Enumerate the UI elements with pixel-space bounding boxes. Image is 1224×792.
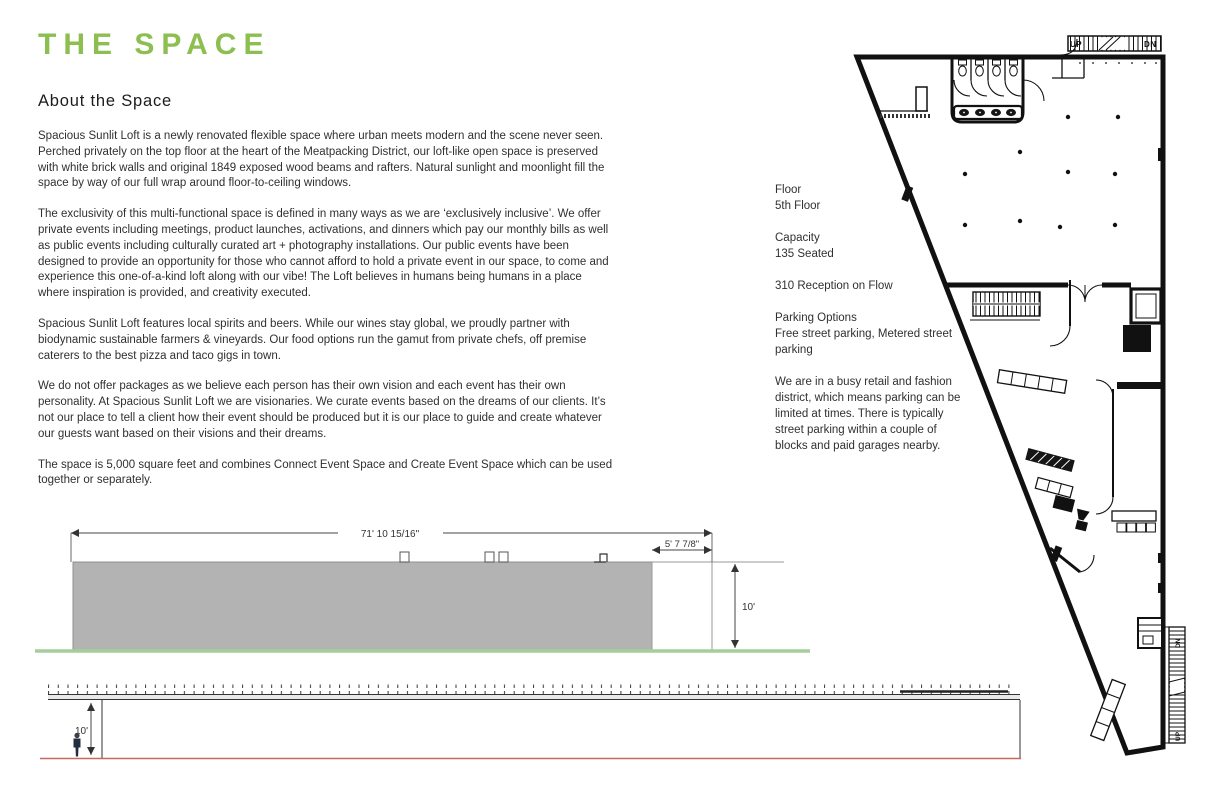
upper-stair <box>1060 36 1161 55</box>
roof-beam <box>48 695 1020 700</box>
floor-value: 5th Floor <box>775 200 821 212</box>
roof-vents <box>400 552 508 562</box>
parking-value: Free street parking, Metered street parking <box>775 328 953 356</box>
height-dimension <box>712 562 784 648</box>
about-text <box>38 129 616 504</box>
reception-value: 310 Reception on Flow <box>775 280 893 292</box>
about-paragraph: Spacious Sunlit Loft features local spirits and beers. While our wines stay global, we proudly partner with biodynamic sustainable farmers & vineyards. Our food options run the gamut from private chefs, off premise caterers to the best pizza and taco gigs in town. <box>38 317 587 362</box>
height-dim-label: 10' <box>742 602 756 613</box>
parking-note: We are in a busy retail and fashion district, which means parking can be limited at times. There is typically street parking within a couple of blocks and paid garages nearby. <box>775 376 961 452</box>
wall-cabinet <box>1138 618 1162 648</box>
fire-escape <box>1163 627 1185 743</box>
roof-fixture <box>594 554 607 562</box>
side-elevation-svg <box>40 678 1030 768</box>
section-heading: About the Space <box>38 92 173 110</box>
building-annex <box>652 562 712 650</box>
upper-stair-dn-label: DN <box>1144 40 1157 49</box>
width-dim-label: 71' 10 15/16" <box>360 529 420 540</box>
floor-plan <box>840 10 1224 792</box>
front-elevation-svg <box>28 520 820 670</box>
about-paragraph: We do not offer packages as we believe each person has their own vision and each event has their own personality. At Spacious Sunlit Loft we are visionaries. We curate events based on the dreams of our clients. It’s not our place to tell a client how their event should be produced but it is our place to guide and create whatever our guests want based on their visions and their dreams. <box>38 380 606 440</box>
about-paragraph: Spacious Sunlit Loft is a newly renovated flexible space where urban meets modern and the scene never seen. Perched privately on the top floor at the heart of the Meatpacking District, our loft-like open space is preserved with white brick walls and original 1849 exposed wood beams and rafters. Natural sunlight and moonlight fill the space by way of our full wrap around floor-to-ceiling windows. <box>38 130 605 190</box>
fire-escape-dn-label: DN <box>1175 638 1182 648</box>
about-paragraph: The space is 5,000 square feet and combines Connect Event Space and Create Event Space which can be used together or separately. <box>38 458 613 487</box>
floor-label: Floor <box>775 184 802 196</box>
width-dimension <box>71 529 712 562</box>
annex-dim-label: 5' 7 7/8" <box>664 539 700 550</box>
building-outline <box>857 57 1163 753</box>
parking-label: Parking Options <box>775 312 857 324</box>
shaft-wall <box>1123 325 1151 352</box>
cross-wall <box>1117 382 1165 389</box>
railing-ticks <box>48 685 1016 695</box>
floor-plan-svg <box>840 10 1224 792</box>
about-paragraph: The exclusivity of this multi-functional space is defined in many ways as we are ‘exclusively inclusive’. We offer private events including meetings, product launches, activations, and dinners which pay our monthly bills as well as public events including culturally curated art + photography installations. Our public events have been designed to provide an opportunity for those who cannot afford to hold a private event in our space, to come and experience this one-of-a-kind loft along with our vibe! The Loft believes in humans being humans in a place where inspiration is provided, and creativity executed. <box>38 208 609 300</box>
building-mass <box>73 562 652 650</box>
front-elevation <box>28 520 820 670</box>
side-elevation <box>40 678 1030 768</box>
capacity-label: Capacity <box>775 232 820 244</box>
page-title: THE SPACE <box>38 28 271 61</box>
fire-escape-up-label: UP <box>1175 731 1182 741</box>
side-height-dim-label: 10' <box>74 726 88 737</box>
capacity-value: 135 Seated <box>775 248 834 260</box>
annex-dimension <box>652 539 712 550</box>
pantry-counter <box>1112 511 1156 532</box>
upper-stair-up-label: UP <box>1070 40 1083 49</box>
